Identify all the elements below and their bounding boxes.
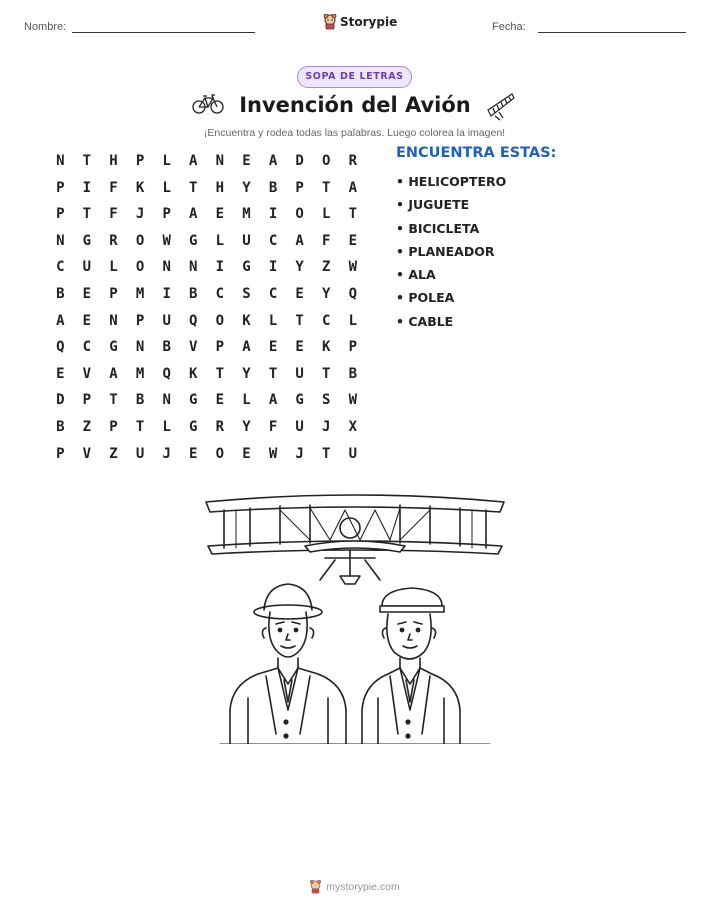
page-title: Invención del Avión: [239, 93, 471, 117]
grid-letter[interactable]: E: [82, 312, 92, 329]
grid-letter[interactable]: P: [109, 418, 118, 435]
grid-row: [47, 308, 366, 335]
grid-letter[interactable]: S: [322, 392, 331, 409]
grid-letter[interactable]: E: [56, 365, 65, 382]
grid-letter[interactable]: B: [348, 365, 358, 382]
grid-letter[interactable]: H: [109, 153, 118, 169]
grid-letter[interactable]: Q: [56, 339, 65, 356]
grid-letter[interactable]: D: [295, 153, 304, 169]
grid-letter[interactable]: G: [242, 259, 251, 276]
grid-letter[interactable]: T: [82, 206, 92, 223]
grid-letter[interactable]: M: [135, 365, 145, 382]
grid-letter[interactable]: P: [135, 153, 145, 169]
grid-letter[interactable]: F: [109, 179, 118, 196]
date-line[interactable]: [538, 32, 686, 33]
grid-letter[interactable]: M: [242, 206, 251, 223]
grid-row: [47, 387, 366, 414]
grid-letter[interactable]: E: [268, 339, 278, 356]
grid-letter[interactable]: A: [348, 179, 358, 196]
grid-letter[interactable]: C: [268, 285, 278, 302]
grid-letter[interactable]: Z: [322, 259, 331, 276]
grid-letter[interactable]: I: [268, 206, 278, 223]
grid-letter[interactable]: Y: [242, 418, 251, 435]
grid-letter[interactable]: P: [135, 312, 145, 329]
grid-letter[interactable]: U: [135, 445, 145, 462]
grid-letter[interactable]: T: [215, 365, 225, 382]
grid-letter[interactable]: P: [348, 339, 358, 356]
grid-letter[interactable]: X: [348, 418, 358, 435]
grid-letter[interactable]: U: [295, 418, 304, 435]
grid-letter[interactable]: A: [189, 153, 198, 169]
grid-letter[interactable]: T: [189, 179, 198, 196]
storypie-logo-icon: [323, 14, 337, 30]
grid-letter[interactable]: O: [295, 206, 304, 223]
word-list-item: • PLANEADOR: [396, 243, 495, 259]
grid-letter[interactable]: C: [268, 232, 278, 249]
word-list-item: • HELICOPTERO: [396, 174, 507, 189]
grid-letter[interactable]: R: [215, 418, 225, 435]
grid-letter[interactable]: E: [242, 445, 251, 462]
grid-letter[interactable]: F: [109, 206, 118, 223]
name-line[interactable]: [72, 32, 255, 33]
grid-letter[interactable]: L: [348, 312, 358, 329]
grid-letter[interactable]: O: [135, 259, 145, 276]
grid-letter[interactable]: L: [162, 153, 171, 169]
letter-grid: [47, 148, 366, 467]
grid-letter[interactable]: P: [215, 339, 225, 356]
grid-letter[interactable]: E: [189, 445, 198, 462]
grid-letter[interactable]: U: [242, 232, 251, 249]
grid-letter[interactable]: F: [268, 418, 278, 435]
grid-letter[interactable]: N: [56, 232, 65, 249]
grid-letter[interactable]: A: [109, 365, 118, 382]
word-list-item: • POLEA: [396, 290, 455, 306]
grid-letter[interactable]: L: [162, 179, 171, 196]
grid-row: [47, 281, 366, 308]
grid-letter[interactable]: E: [348, 232, 358, 249]
grid-letter[interactable]: T: [322, 179, 331, 196]
grid-letter[interactable]: G: [295, 392, 304, 409]
footer-url[interactable]: mystorypie.com: [326, 881, 400, 893]
grid-letter[interactable]: T: [322, 365, 331, 382]
word-list-item: • CABLE: [396, 313, 454, 329]
grid-letter[interactable]: I: [268, 259, 278, 276]
grid-letter[interactable]: B: [56, 285, 65, 302]
grid-row: [47, 254, 366, 281]
grid-letter[interactable]: V: [82, 365, 92, 382]
grid-letter[interactable]: O: [215, 312, 225, 329]
grid-letter[interactable]: C: [82, 339, 92, 356]
grid-row: [47, 175, 366, 202]
glider-icon: [485, 90, 517, 122]
grid-letter[interactable]: R: [348, 153, 358, 169]
grid-letter[interactable]: L: [215, 232, 225, 249]
grid-letter[interactable]: Z: [82, 418, 92, 435]
grid-letter[interactable]: L: [322, 206, 331, 223]
grid-letter[interactable]: I: [82, 179, 92, 196]
grid-letter[interactable]: P: [56, 445, 65, 462]
grid-letter[interactable]: U: [295, 365, 304, 382]
grid-letter[interactable]: O: [322, 153, 331, 169]
grid-letter[interactable]: E: [215, 206, 225, 223]
grid-letter[interactable]: L: [242, 392, 251, 409]
grid-letter[interactable]: O: [215, 445, 225, 462]
grid-letter[interactable]: N: [135, 339, 145, 356]
grid-letter[interactable]: N: [56, 153, 65, 169]
grid-letter[interactable]: T: [348, 206, 358, 223]
grid-letter[interactable]: N: [162, 392, 171, 409]
grid-letter[interactable]: P: [162, 206, 171, 223]
grid-letter[interactable]: U: [82, 259, 92, 276]
grid-letter[interactable]: G: [189, 392, 198, 409]
grid-row: [47, 361, 366, 388]
grid-letter[interactable]: B: [135, 392, 145, 409]
grid-letter[interactable]: J: [135, 206, 145, 223]
grid-letter[interactable]: B: [56, 418, 65, 435]
grid-letter[interactable]: P: [56, 179, 65, 196]
word-list-item: • BICICLETA: [396, 220, 480, 236]
grid-letter[interactable]: P: [56, 206, 65, 223]
name-label: Nombre:: [24, 21, 67, 33]
grid-letter[interactable]: I: [162, 285, 171, 302]
grid-letter[interactable]: E: [82, 285, 92, 302]
grid-letter[interactable]: N: [189, 259, 198, 276]
grid-letter[interactable]: L: [109, 259, 118, 276]
grid-row: [47, 201, 366, 228]
grid-letter[interactable]: K: [242, 312, 251, 329]
grid-letter[interactable]: B: [268, 179, 278, 196]
instructions: ¡Encuentra y rodea todas las palabras. Luego colorea la imagen!: [203, 127, 506, 139]
grid-letter[interactable]: V: [189, 339, 198, 356]
grid-letter[interactable]: E: [215, 392, 225, 409]
grid-letter[interactable]: N: [109, 312, 118, 329]
wright-brothers-illustration: [200, 488, 510, 744]
grid-letter[interactable]: P: [109, 285, 118, 302]
brand-logo: [323, 14, 397, 30]
grid-letter[interactable]: T: [109, 392, 118, 409]
grid-row: [47, 414, 366, 441]
grid-letter[interactable]: C: [322, 312, 331, 329]
grid-letter[interactable]: T: [268, 365, 278, 382]
grid-letter[interactable]: J: [295, 445, 304, 462]
grid-letter[interactable]: O: [135, 232, 145, 249]
brand-name: Storypie: [340, 15, 398, 29]
grid-letter[interactable]: G: [189, 232, 198, 249]
grid-row: [47, 148, 366, 175]
grid-letter[interactable]: S: [242, 285, 251, 302]
grid-letter[interactable]: B: [162, 339, 171, 356]
grid-letter[interactable]: Y: [295, 259, 304, 276]
grid-row: [47, 228, 366, 255]
grid-letter[interactable]: A: [268, 153, 278, 169]
grid-letter[interactable]: B: [189, 285, 198, 302]
grid-row: [47, 441, 366, 468]
grid-letter[interactable]: W: [268, 445, 278, 462]
grid-letter[interactable]: J: [322, 418, 331, 435]
grid-letter[interactable]: Q: [189, 312, 198, 329]
grid-letter[interactable]: V: [82, 445, 92, 462]
grid-letter[interactable]: C: [215, 285, 225, 302]
grid-letter[interactable]: Q: [162, 365, 171, 382]
grid-letter[interactable]: T: [82, 153, 92, 169]
grid-letter[interactable]: L: [162, 418, 171, 435]
grid-letter[interactable]: C: [56, 259, 65, 276]
grid-letter[interactable]: K: [135, 179, 145, 196]
grid-letter[interactable]: G: [82, 232, 92, 249]
grid-letter[interactable]: Q: [348, 285, 358, 302]
grid-letter[interactable]: W: [162, 232, 171, 249]
grid-letter[interactable]: U: [348, 445, 358, 462]
word-list: [396, 170, 506, 333]
grid-letter[interactable]: A: [268, 392, 278, 409]
grid-letter[interactable]: E: [295, 285, 304, 302]
grid-letter[interactable]: A: [189, 206, 198, 223]
grid-letter[interactable]: N: [215, 153, 225, 169]
grid-letter[interactable]: J: [162, 445, 171, 462]
storypie-logo-icon: [309, 880, 322, 894]
grid-letter[interactable]: L: [268, 312, 278, 329]
grid-letter[interactable]: Y: [242, 179, 251, 196]
grid-letter[interactable]: U: [162, 312, 171, 329]
grid-letter[interactable]: T: [135, 418, 145, 435]
grid-letter[interactable]: R: [109, 232, 118, 249]
grid-letter[interactable]: G: [189, 418, 198, 435]
grid-letter[interactable]: D: [56, 392, 65, 409]
grid-letter[interactable]: Z: [109, 445, 118, 462]
grid-letter[interactable]: I: [215, 259, 225, 276]
grid-letter[interactable]: W: [348, 259, 358, 276]
word-list-heading: ENCUENTRA ESTAS:: [396, 145, 557, 161]
grid-letter[interactable]: T: [322, 445, 331, 462]
grid-letter[interactable]: E: [242, 153, 251, 169]
footer: [0, 880, 709, 894]
grid-letter[interactable]: M: [135, 285, 145, 302]
date-label: Fecha:: [492, 21, 526, 33]
grid-letter[interactable]: F: [322, 232, 331, 249]
grid-letter[interactable]: A: [242, 339, 251, 356]
grid-letter[interactable]: K: [189, 365, 198, 382]
grid-letter[interactable]: A: [295, 232, 304, 249]
grid-letter[interactable]: Y: [242, 365, 251, 382]
grid-letter[interactable]: K: [322, 339, 331, 356]
grid-letter[interactable]: H: [215, 179, 225, 196]
grid-row: [47, 334, 366, 361]
grid-letter[interactable]: W: [348, 392, 358, 409]
grid-letter[interactable]: A: [56, 312, 65, 329]
grid-letter[interactable]: Y: [322, 285, 331, 302]
grid-letter[interactable]: P: [82, 392, 92, 409]
word-list-item: • JUGUETE: [396, 197, 470, 213]
grid-letter[interactable]: N: [162, 259, 171, 276]
grid-letter[interactable]: P: [295, 179, 304, 196]
grid-letter[interactable]: E: [295, 339, 304, 356]
grid-letter[interactable]: G: [109, 339, 118, 356]
word-list-item: • ALA: [396, 267, 436, 283]
grid-letter[interactable]: T: [295, 312, 304, 329]
word-search-badge: SOPA DE LETRAS: [297, 66, 412, 88]
